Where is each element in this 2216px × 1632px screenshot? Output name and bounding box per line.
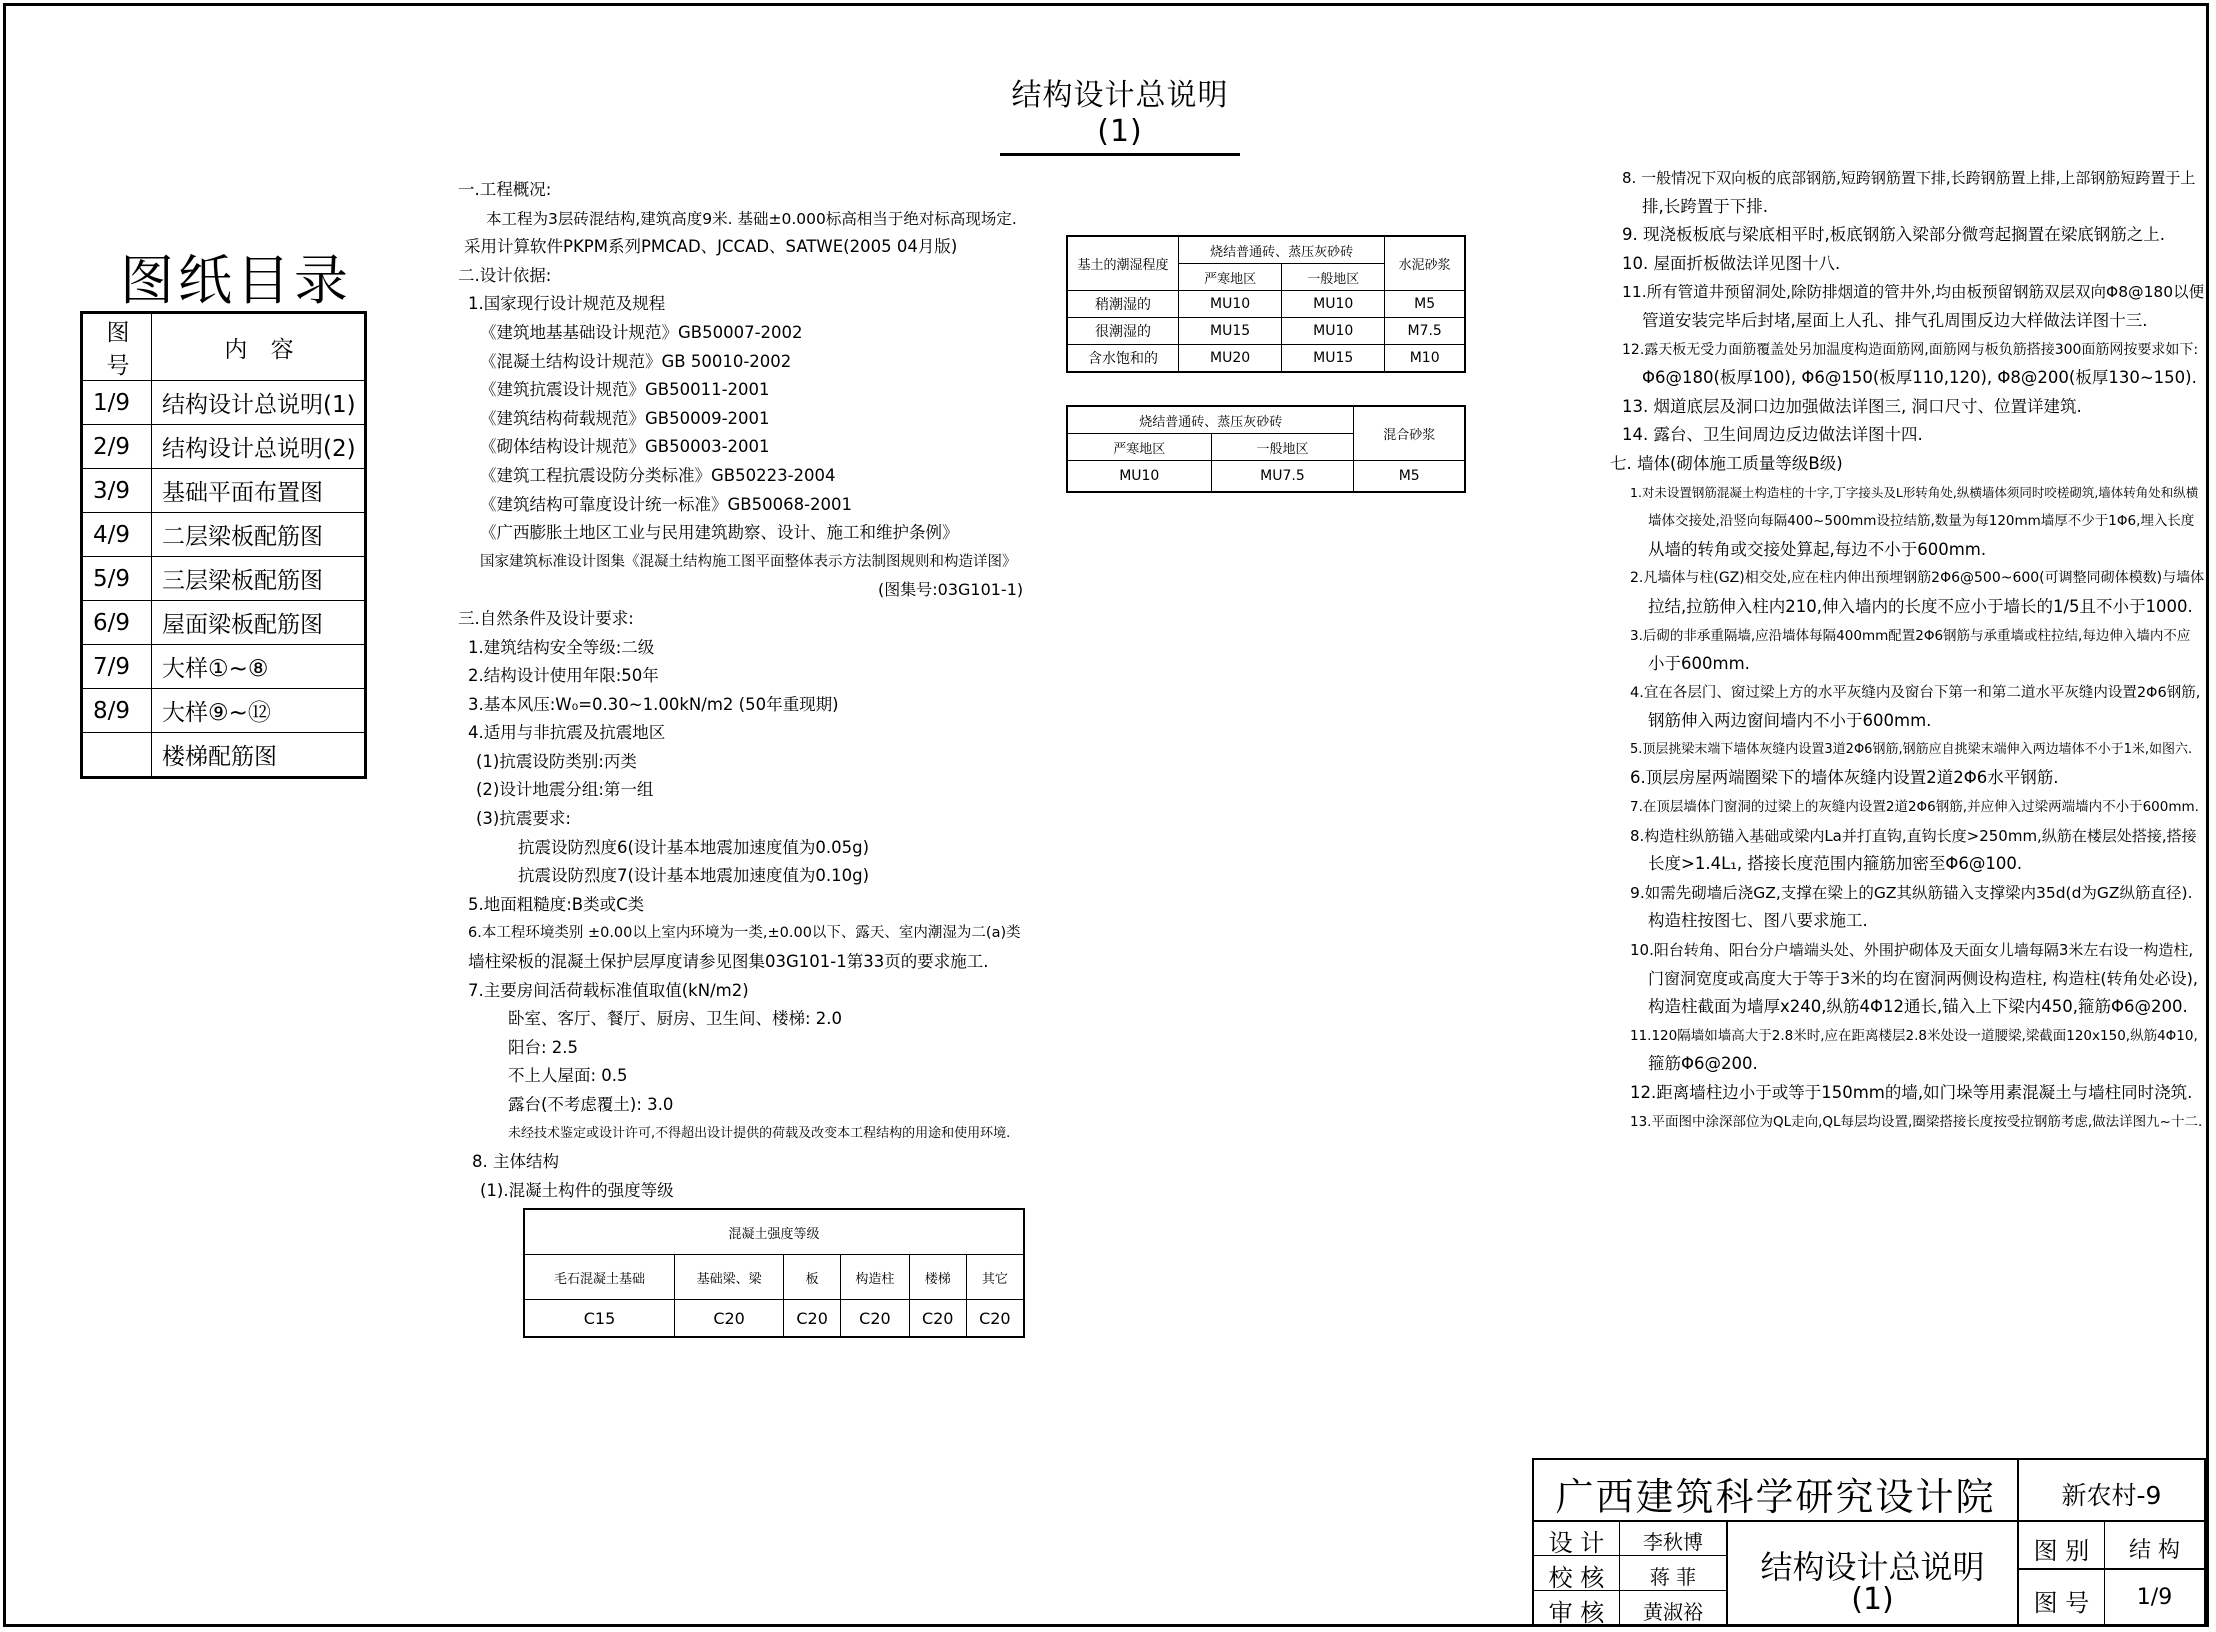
concrete-value: C20 — [909, 1300, 966, 1338]
table-row — [82, 469, 366, 513]
wall-above-h-general: 一般地区 — [1211, 434, 1354, 461]
project-code: 新农村-9 — [2061, 1481, 2162, 1510]
role-check: 校 核 — [1548, 1564, 1605, 1592]
name-check: 蒋 菲 — [1649, 1565, 1697, 1589]
note-line: 《广西膨胀土地区工业与民用建筑勘察、设计、施工和维护条例》 — [480, 523, 959, 543]
note-line: 采用计算软件PKPM系列PMCAD、JCCAD、SATWE(2005 04月版) — [464, 237, 958, 257]
note-line: 《建筑地基基础设计规范》GB50007-2002 — [480, 322, 803, 342]
note-line: 本工程为3层砖混结构,建筑高度9米. 基础±0.000标高相当于绝对标高现场定. — [486, 209, 1017, 228]
wall-material-above-table — [1066, 405, 1466, 493]
table-row — [82, 601, 366, 645]
concrete-value: C20 — [675, 1300, 784, 1338]
institute-name: 广西建筑科学研究设计院 — [1555, 1475, 1996, 1519]
note-line: 11.所有管道井预留洞处,除防排烟道的管井外,均由板预留钢筋双层双向Φ8@180以便 — [1622, 283, 2205, 302]
note-line: 阳台: 2.5 — [508, 1037, 579, 1057]
table-row — [82, 733, 366, 778]
note-line: 6.本工程环境类别 ±0.00以上室内环境为一类,±0.00以下、露天、室内潮湿为二(a)类 — [468, 925, 1021, 942]
wall-below-severe: MU20 — [1179, 345, 1282, 373]
index-name: 基础平面布置图 — [152, 469, 366, 513]
note-line: 不上人屋面: 0.5 — [508, 1066, 628, 1086]
note-line: 构造柱按图七、图八要求施工. — [1648, 911, 1868, 931]
role-design: 设 计 — [1548, 1529, 1605, 1557]
concrete-header: 构造柱 — [841, 1255, 910, 1300]
note-line: 12.露天板无受力面筋覆盖处另加温度构造面筋网,面筋网与板负筋搭接300面筋网按要求如下: — [1622, 341, 2199, 358]
concrete-table-title: 混凝土强度等级 — [524, 1209, 1024, 1255]
concrete-value: C15 — [524, 1300, 675, 1338]
category-value: 结 构 — [2129, 1538, 2180, 1563]
concrete-header: 基础梁、梁 — [675, 1255, 784, 1300]
note-line: (图集号:03G101-1) — [878, 580, 1024, 600]
table-row — [82, 645, 366, 689]
note-line: 1.建筑结构安全等级:二级 — [468, 637, 655, 657]
wall-above-h-brick: 烧结普通砖、蒸压灰砂砖 — [1067, 406, 1354, 434]
note-line: (1)抗震设防类别:丙类 — [476, 751, 637, 771]
note-line: 拉结,拉筋伸入柱内210,伸入墙内的长度不应小于墙长的1/5且不小于1000. — [1648, 596, 2193, 616]
note-line: 三.自然条件及设计要求: — [458, 608, 634, 628]
note-line: 11.120隔墙如墙高大于2.8米时,应在距离楼层2.8米处设一道腰梁,梁截面120x150,纵筋4Φ10, — [1630, 1027, 2198, 1044]
note-line: 排,长跨置于下排. — [1642, 196, 1768, 216]
wall-below-h-severe: 严寒地区 — [1179, 264, 1282, 291]
note-line: 10.阳台转角、阳台分户墙端头处、外围护砌体及天面女儿墙每隔3米左右设一构造柱, — [1630, 941, 2194, 960]
title-block — [1532, 1458, 2206, 1627]
note-line: 《建筑工程抗震设防分类标准》GB50223-2004 — [480, 465, 836, 485]
note-line: Φ6@180(板厚100), Φ6@150(板厚110,120), Φ8@200(板厚130~150). — [1642, 368, 2197, 388]
note-line: 小于600mm. — [1648, 654, 1750, 674]
index-name: 二层梁板配筋图 — [152, 513, 366, 557]
note-line: 墙体交接处,沿竖向每隔400~500mm设拉结筋,数量为每120mm墙厚不少于1Φ6,埋入长度 — [1648, 513, 2195, 530]
index-name: 大样①~⑧ — [152, 645, 366, 689]
note-line: 9. 现浇板板底与梁底相平时,板底钢筋入梁部分微弯起搁置在梁底钢筋之上. — [1622, 225, 2165, 245]
concrete-header: 其它 — [966, 1255, 1024, 1300]
index-name: 屋面梁板配筋图 — [152, 601, 366, 645]
page-title: 结构设计总说明(1) — [1000, 70, 1240, 156]
concrete-header: 板 — [784, 1255, 841, 1300]
wall-below-general: MU10 — [1282, 318, 1385, 345]
role-review: 审 核 — [1548, 1599, 1605, 1627]
drawing-title-sub: (1) — [1851, 1582, 1894, 1617]
note-line: 门窗洞宽度或高度大于等于3米的均在窗洞两侧设构造柱, 构造柱(转角处必设), — [1648, 968, 2198, 988]
wall-below-h-class: 基土的潮湿程度 — [1067, 236, 1179, 291]
note-line: 二.设计依据: — [458, 265, 552, 285]
note-line: 钢筋伸入两边窗间墙内不小于600mm. — [1648, 711, 1932, 731]
index-header-content: 内 容 — [152, 313, 366, 381]
table-row — [82, 557, 366, 601]
index-header-no: 图 号 — [82, 313, 152, 381]
concrete-value: C20 — [841, 1300, 910, 1338]
note-line: 《建筑结构荷载规范》GB50009-2001 — [480, 408, 770, 428]
category-label: 图 别 — [2033, 1537, 2090, 1565]
index-no: 4/9 — [82, 513, 152, 557]
note-line: 1.对未设置钢筋混凝土构造柱的十字,丁字接头及L形转角处,纵横墙体须同时咬槎砌筑,墙体转角处和纵横 — [1630, 484, 2199, 500]
wall-below-class: 含水饱和的 — [1067, 345, 1179, 373]
note-line: 4.宜在各层门、窗过梁上方的水平灰缝内及窗台下第一和第二道水平灰缝内设置2Φ6钢筋, — [1630, 684, 2201, 701]
note-line: 卧室、客厅、餐厅、厨房、卫生间、楼梯: 2.0 — [508, 1009, 843, 1029]
note-line: 《建筑结构可靠度设计统一标准》GB50068-2001 — [480, 494, 853, 514]
note-line: 7.在顶层墙体门窗洞的过梁上的灰缝内设置2道2Φ6钢筋,并应伸入过梁两端墙内不小于600mm. — [1630, 799, 2199, 816]
note-line: 14. 露台、卫生间周边反边做法详图十四. — [1622, 425, 1923, 445]
note-line: 长度>1.4L₁, 搭接长度范围内箍筋加密至Φ6@100. — [1648, 854, 2023, 874]
note-line: 未经技术鉴定或设计许可,不得超出设计提供的荷载及改变本工程结构的用途和使用环境. — [508, 1125, 1011, 1141]
note-line: 10. 屋面折板做法详见图十八. — [1622, 253, 1841, 273]
wall-above-severe: MU10 — [1067, 461, 1211, 493]
note-line: 1.国家现行设计规范及规程 — [468, 294, 666, 314]
wall-below-h-mortar: 水泥砂浆 — [1385, 236, 1465, 291]
wall-below-mortar: M5 — [1385, 291, 1465, 318]
wall-below-class: 很潮湿的 — [1067, 318, 1179, 345]
note-line: 从墙的转角或交接处算起,每边不小于600mm. — [1648, 539, 1987, 559]
note-line: 管道安装完毕后封堵,屋面上人孔、排气孔周围反边大样做法详图十三. — [1642, 310, 2148, 330]
note-line: 8. 一般情况下双向板的底部钢筋,短跨钢筋置下排,长跨钢筋置上排,上部钢筋短跨置于上 — [1622, 169, 2196, 187]
note-line: 国家建筑标准设计图集《混凝土结构施工图平面整体表示方法制图规则和构造详图》 — [480, 553, 1017, 570]
notes-column-1 — [458, 176, 1023, 1205]
wall-below-severe: MU15 — [1179, 318, 1282, 345]
note-line: 8. 主体结构 — [472, 1152, 559, 1172]
name-review: 黄淑裕 — [1643, 1600, 1703, 1624]
index-name: 三层梁板配筋图 — [152, 557, 366, 601]
note-line: 《建筑抗震设计规范》GB50011-2001 — [480, 380, 770, 400]
wall-above-mortar: M5 — [1354, 461, 1465, 493]
note-line: 5.地面粗糙度:B类或C类 — [468, 894, 645, 914]
index-name: 楼梯配筋图 — [152, 733, 366, 778]
note-line: 2.凡墙体与柱(GZ)相交处,应在柱内伸出预埋钢筋2Φ6@500~600(可调整同砌体模数)与墙体 — [1630, 570, 2205, 587]
note-line: 7.主要房间活荷载标准值取值(kN/m2) — [468, 980, 749, 1000]
note-line: 一.工程概况: — [458, 180, 552, 199]
index-no — [82, 733, 152, 778]
index-header-row — [82, 313, 366, 381]
note-line: 构造柱截面为墙厚x240,纵筋4Φ12通长,锚入上下梁内450,箍筋Φ6@200. — [1648, 997, 2188, 1017]
note-line: 七. 墙体(砌体施工质量等级B级) — [1610, 453, 1843, 473]
note-line: 13. 烟道底层及洞口边加强做法详图三, 洞口尺寸、位置详建筑. — [1622, 396, 2082, 416]
note-line: (1).混凝土构件的强度等级 — [480, 1180, 674, 1200]
index-no: 5/9 — [82, 557, 152, 601]
table-row — [82, 381, 366, 425]
wall-below-general: MU15 — [1282, 345, 1385, 373]
note-line: 12.距离墙柱边小于或等于150mm的墙,如门垛等用素混凝土与墙柱同时浇筑. — [1630, 1083, 2193, 1102]
note-line: 《混凝土结构设计规范》GB 50010-2002 — [480, 351, 792, 371]
index-no: 8/9 — [82, 689, 152, 733]
note-line: 箍筋Φ6@200. — [1648, 1054, 1758, 1074]
index-no: 1/9 — [82, 381, 152, 425]
wall-below-mortar: M7.5 — [1385, 318, 1465, 345]
note-line: 8.构造柱纵筋锚入基础或梁内La并打直钩,直钩长度>250mm,纵筋在楼层处搭接,搭接 — [1630, 826, 2197, 845]
wall-material-below-table — [1066, 235, 1466, 373]
index-name: 结构设计总说明(2) — [152, 425, 366, 469]
name-design: 李秋博 — [1643, 1530, 1703, 1554]
note-line: 5.顶层挑梁末端下墙体灰缝内设置3道2Φ6钢筋,钢筋应自挑梁末端伸入两边墙体不小于1米,如图六. — [1630, 741, 2193, 757]
note-line: 3.后砌的非承重隔墙,应沿墙体每隔400mm配置2Φ6钢筋与承重墙或柱拉结,每边伸入墙内不应 — [1630, 627, 2191, 644]
note-line: 13.平面图中涂深部位为QL走向,QL每层均设置,圈梁搭接长度按受拉钢筋考虑,做法详图九~十二. — [1630, 1113, 2203, 1130]
note-line: 9.如需先砌墙后浇GZ,支撑在梁上的GZ其纵筋锚入支撑梁内35d(d为GZ纵筋直径). — [1630, 883, 2193, 902]
wall-below-mortar: M10 — [1385, 345, 1465, 373]
note-line: 《砌体结构设计规范》GB50003-2001 — [480, 437, 770, 457]
note-line: 4.适用与非抗震及抗震地区 — [468, 723, 666, 743]
note-line: 抗震设防烈度7(设计基本地震加速度值为0.10g) — [518, 866, 870, 886]
note-line: 6.顶层房屋两端圈梁下的墙体灰缝内设置2道2Φ6水平钢筋. — [1630, 768, 2059, 788]
wall-below-severe: MU10 — [1179, 291, 1282, 318]
concrete-grade-table — [523, 1208, 1025, 1338]
wall-above-h-severe: 严寒地区 — [1067, 434, 1211, 461]
wall-below-h-general: 一般地区 — [1282, 264, 1385, 291]
wall-above-h-mortar: 混合砂浆 — [1354, 406, 1465, 461]
table-row — [82, 425, 366, 469]
number-value: 1/9 — [2136, 1585, 2173, 1610]
index-no: 2/9 — [82, 425, 152, 469]
index-no: 7/9 — [82, 645, 152, 689]
index-heading: 图纸目录 — [120, 249, 352, 312]
note-line: 2.结构设计使用年限:50年 — [468, 666, 659, 686]
drawing-index-table — [80, 311, 367, 779]
concrete-header: 毛石混凝土基础 — [524, 1255, 675, 1300]
wall-above-general: MU7.5 — [1211, 461, 1354, 493]
concrete-value: C20 — [784, 1300, 841, 1338]
drawing-title-main: 结构设计总说明 — [1760, 1548, 1985, 1586]
table-row — [82, 689, 366, 733]
wall-below-class: 稍潮湿的 — [1067, 291, 1179, 318]
number-label: 图 号 — [2033, 1589, 2090, 1617]
index-no: 6/9 — [82, 601, 152, 645]
concrete-value: C20 — [966, 1300, 1024, 1338]
table-row — [82, 513, 366, 557]
note-line: 3.基本风压:W₀=0.30~1.00kN/m2 (50年重现期) — [468, 694, 839, 714]
wall-below-general: MU10 — [1282, 291, 1385, 318]
note-line: (3)抗震要求: — [476, 809, 571, 829]
wall-below-h-brick: 烧结普通砖、蒸压灰砂砖 — [1179, 236, 1385, 264]
note-line: (2)设计地震分组:第一组 — [476, 780, 654, 800]
note-line: 露台(不考虑覆土): 3.0 — [508, 1095, 674, 1114]
concrete-header: 楼梯 — [909, 1255, 966, 1300]
index-name: 结构设计总说明(1) — [152, 381, 366, 425]
index-no: 3/9 — [82, 469, 152, 513]
notes-column-3 — [1610, 164, 2205, 1136]
note-line: 墙柱梁板的混凝土保护层厚度请参见图集03G101-1第33页的要求施工. — [468, 952, 989, 972]
index-name: 大样⑨~⑫ — [152, 689, 366, 733]
note-line: 抗震设防烈度6(设计基本地震加速度值为0.05g) — [518, 837, 870, 857]
